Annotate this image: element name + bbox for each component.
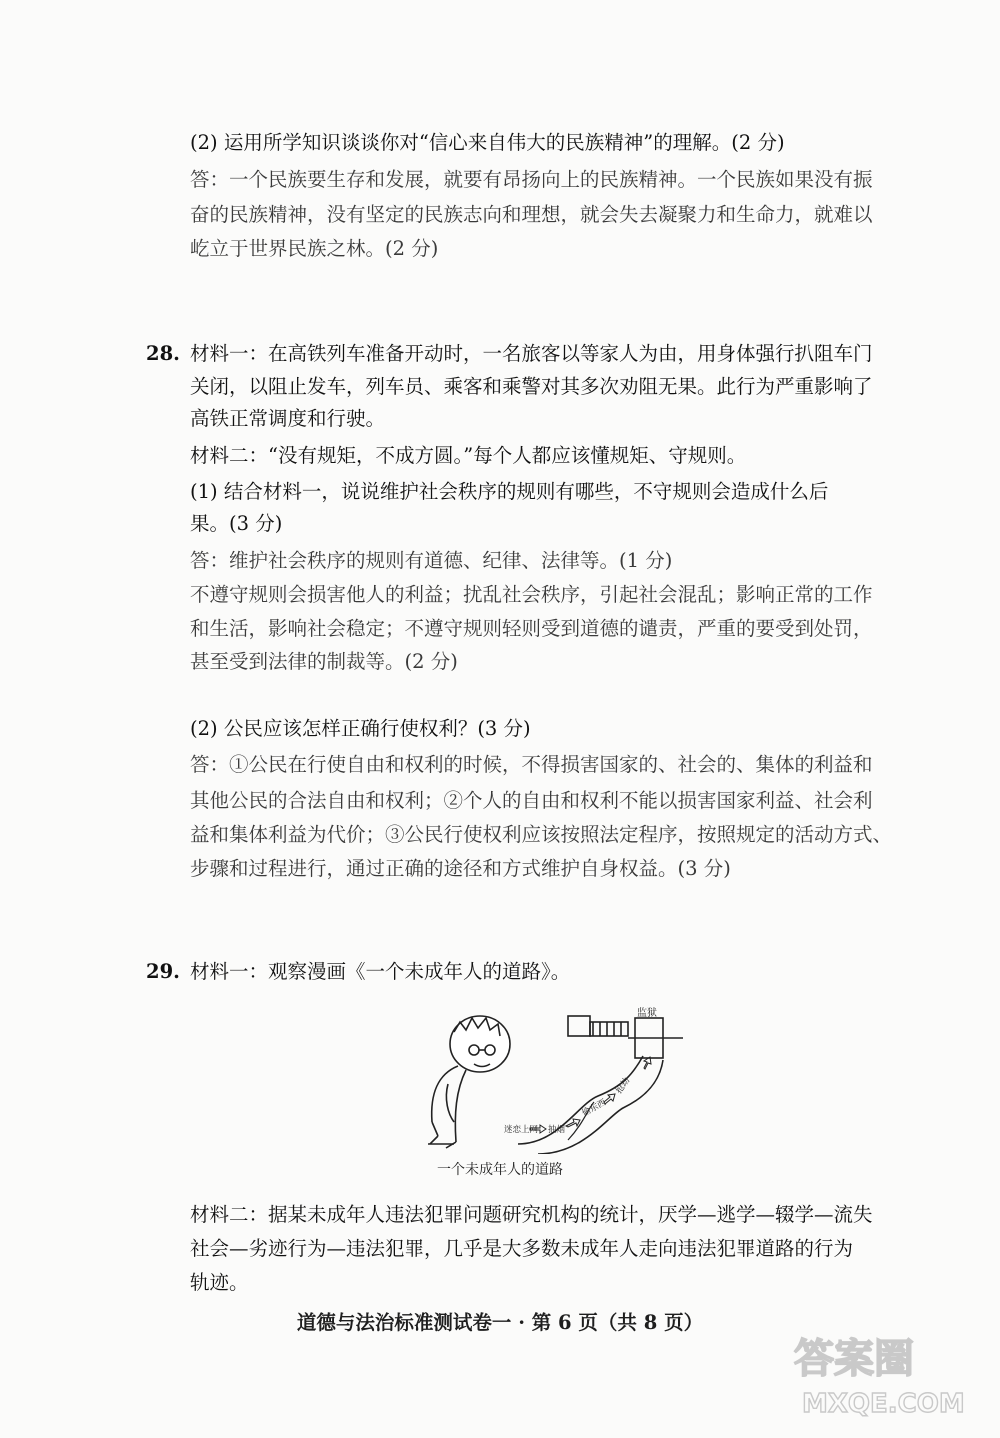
- q29-material2-line: 材料二：据某未成年人违法犯罪问题研究机构的统计，厌学—逃学—辍学—流失: [190, 1203, 873, 1226]
- prison-label: 监狱: [637, 1008, 657, 1019]
- path-label-internet: 迷恋上网: [504, 1125, 539, 1135]
- q28-sub2-question: (2) 公民应该怎样正确行使权利？(3 分): [190, 717, 531, 740]
- q28-material1-line: 高铁正常调度和行驶。: [190, 407, 386, 430]
- q27-sub2-answer-line: 奋的民族精神，没有坚定的民族志向和理想，就会失去凝聚力和生命力，就难以: [190, 203, 873, 226]
- q28-sub2-answer-line: 答：①公民在行使自由和权利的时候，不得损害国家的、社会的、集体的利益和: [190, 753, 873, 776]
- q28-sub2-answer-line: 其他公民的合法自由和权利；②个人的自由和权利不能以损害国家利益、社会利: [190, 789, 873, 812]
- watermark-logo: [786, 1320, 976, 1420]
- prison-building-icon: [568, 1016, 683, 1058]
- q28-sub1-answer-line: 甚至受到法律的制裁等。(2 分): [190, 650, 458, 673]
- q28-sub1-question-line: (1) 结合材料一，说说维护社会秩序的规则有哪些，不守规则会造成什么后: [190, 480, 829, 503]
- q28-sub2-answer-line: 益和集体利益为代价；③公民行使权利应该按照法定程序，按照规定的活动方式、: [190, 823, 893, 846]
- q27-sub2-answer-line: 答：一个民族要生存和发展，就要有昂扬向上的民族精神。一个民族如果没有振: [190, 168, 873, 191]
- q28-sub1-answer-line: 和生活，影响社会稳定；不遵守规则轻则受到道德的谴责，严重的要受到处罚，: [190, 617, 873, 640]
- watermark-title: 答案圈: [794, 1336, 914, 1382]
- boy-figure-icon: [428, 1016, 510, 1148]
- q28-sub1-answer-line: 答：维护社会秩序的规则有道德、纪律、法律等。(1 分): [190, 549, 673, 572]
- q28-sub1-answer-line: 不遵守规则会损害他人的利益；扰乱社会秩序，引起社会混乱；影响正常的工作: [190, 583, 873, 606]
- path-label-stealing: 偷东西: [580, 1097, 608, 1119]
- path-label-smoking: 抽烟: [548, 1125, 566, 1135]
- q28-sub1-question-line: 果。(3 分): [190, 512, 283, 535]
- page-footer: 道德与法治标准测试卷一 · 第 6 页（共 8 页）: [296, 1311, 704, 1334]
- q28-material1-line: 关闭，以阻止发车，列车员、乘客和乘警对其多次劝阻无果。此行为严重影响了: [190, 375, 873, 398]
- q29-number: 29.: [146, 960, 180, 983]
- comic-caption: 一个未成年人的道路: [437, 1162, 563, 1178]
- q27-sub2-answer-line: 屹立于世界民族之林。(2 分): [190, 237, 439, 260]
- path-label-robbery: 抢劫: [614, 1076, 633, 1096]
- comic-illustration: [408, 1004, 690, 1154]
- q28-material2: 材料二：“没有规矩，不成方圆。”每个人都应该懂规矩、守规则。: [190, 444, 747, 467]
- q29-material2-line: 社会—劣迹行为—违法犯罪，几乎是大多数未成年人走向违法犯罪道路的行为: [190, 1237, 854, 1260]
- q28-material1-line: 材料一：在高铁列车准备开动时，一名旅客以等家人为由，用身体强行扒阻车门: [190, 342, 873, 365]
- watermark-url: MXQE.COM: [802, 1389, 965, 1419]
- q29-material1: 材料一：观察漫画《一个未成年人的道路》。: [190, 960, 571, 983]
- arrow-icon: [644, 1057, 651, 1069]
- q27-sub2-question: (2) 运用所学知识谈谈你对“信心来自伟大的民族精神”的理解。(2 分): [190, 131, 785, 154]
- q29-material2-line: 轨迹。: [190, 1271, 249, 1294]
- q28-sub2-answer-line: 步骤和过程进行，通过正确的途径和方式维护自身权益。(3 分): [190, 857, 731, 880]
- q28-number: 28.: [146, 342, 180, 365]
